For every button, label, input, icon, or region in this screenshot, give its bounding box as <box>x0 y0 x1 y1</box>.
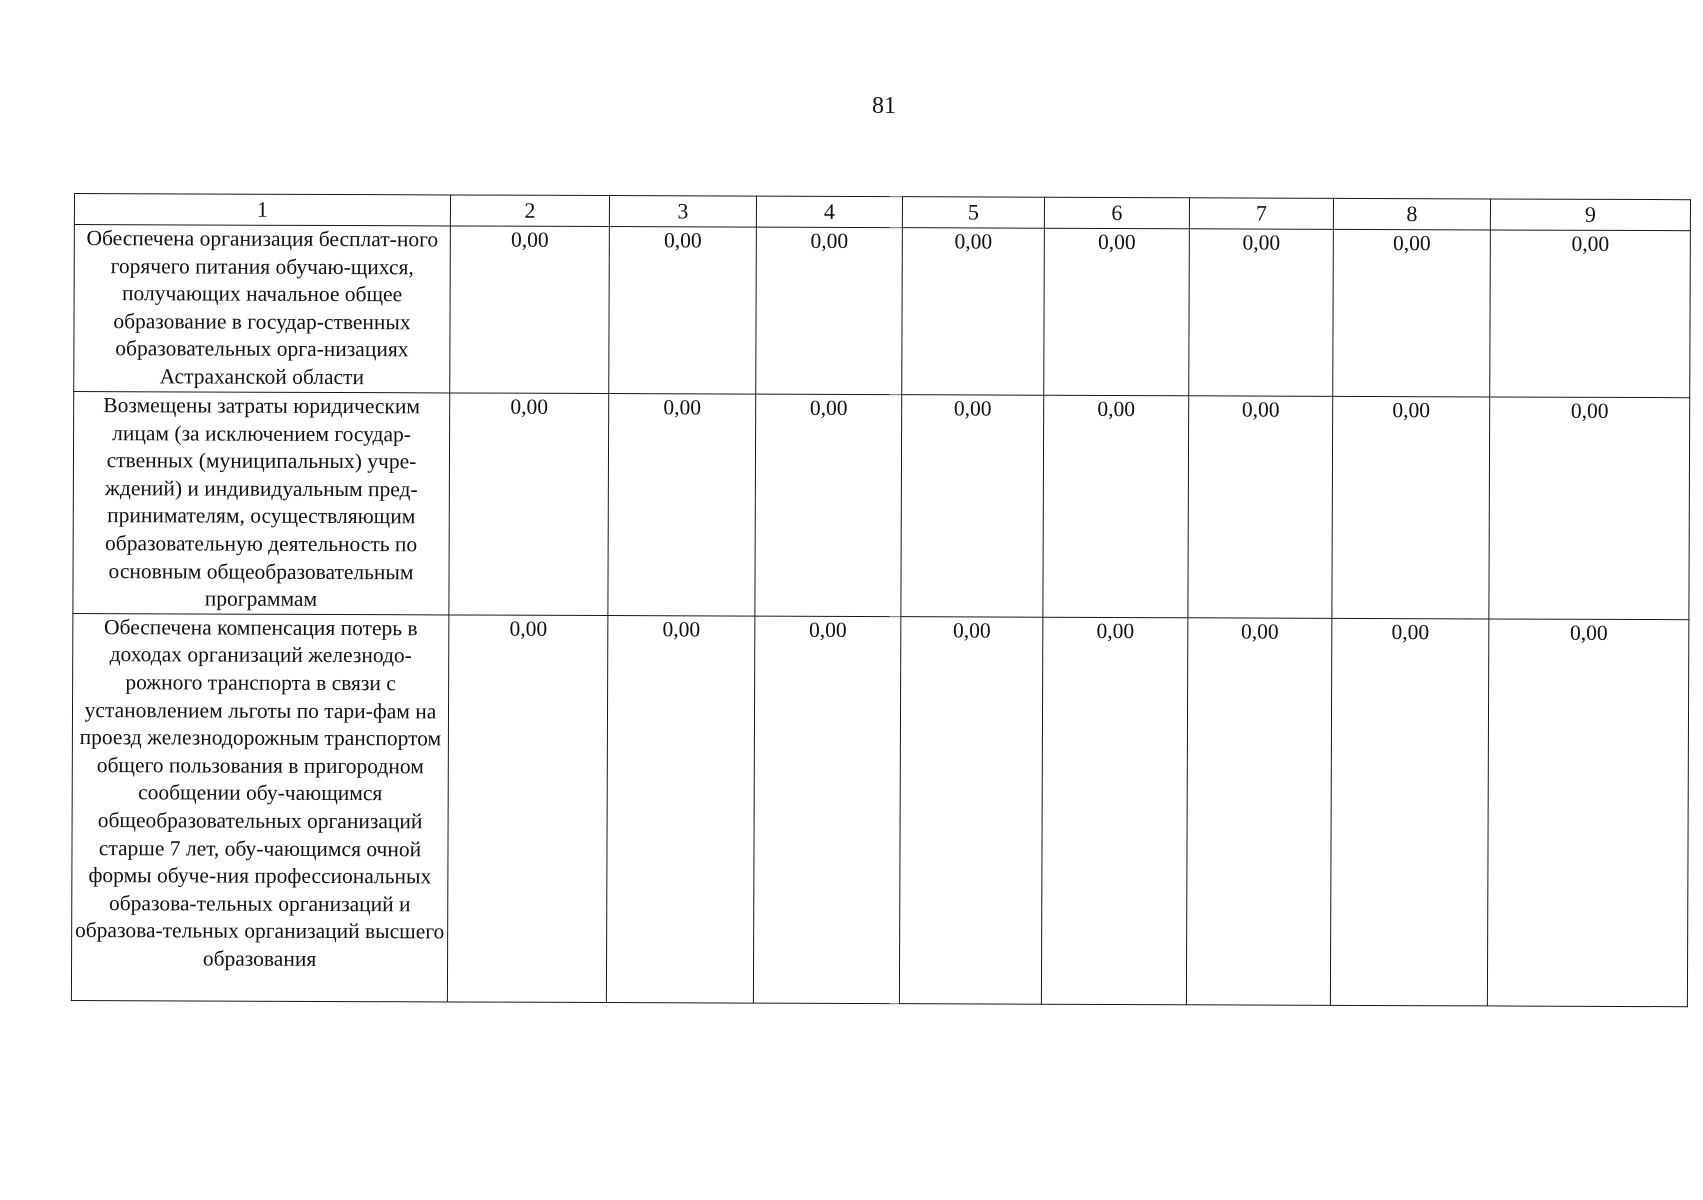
table-cell: 0,00 <box>609 227 757 395</box>
table-cell: 0,00 <box>1186 618 1331 1006</box>
table-cell: 0,00 <box>1041 617 1187 1005</box>
table-cell: 0,00 <box>1332 396 1490 618</box>
table-cell: 0,00 <box>1487 619 1688 1007</box>
table-cell: 0,00 <box>608 394 756 616</box>
row-description: Обеспечена компенсация потерь в доходах организаций железнодо-рожного транспорта в связи с установлением льготы по тари-фам на проезд железнодорожным транспортом общего пользования в пригородном сообщении обу-чающимся общеобразовательных организаций старше 7 лет, обу-чающимся очной формы обуче-ния профессиональных образова-тельных организаций и образова-тельных организаций высшего образования <box>71 613 448 1001</box>
table-cell: 0,00 <box>755 394 902 616</box>
table-cell: 0,00 <box>899 616 1042 1004</box>
column-header: 5 <box>902 197 1044 229</box>
table-cell: 0,00 <box>1189 229 1334 397</box>
table-cell: 0,00 <box>753 616 900 1004</box>
table-cell: 0,00 <box>1333 229 1491 397</box>
table-cell: 0,00 <box>1043 395 1189 617</box>
row-description: Возмещены затраты юридическим лицам (за исключением государ-ственных (муниципальных) учре-ждений) и индивидуальным пред-принимателям, осуществляющим образовательную деятельность по основным общеобразовательным программам <box>73 392 450 615</box>
table-cell: 0,00 <box>1489 397 1690 620</box>
table-container <box>71 193 1690 1007</box>
table-cell: 0,00 <box>902 228 1045 396</box>
table-cell: 0,00 <box>901 395 1044 617</box>
table-cell: 0,00 <box>1188 396 1333 618</box>
column-header: 1 <box>74 194 450 226</box>
table-cell: 0,00 <box>1330 618 1488 1006</box>
table-cell: 0,00 <box>756 227 903 395</box>
table-cell: 0,00 <box>450 226 610 394</box>
table-cell: 0,00 <box>449 393 609 615</box>
column-header: 9 <box>1490 199 1690 231</box>
table-row <box>74 225 1691 398</box>
column-header: 7 <box>1189 198 1333 230</box>
table-cell: 0,00 <box>447 615 607 1003</box>
column-header: 8 <box>1333 198 1490 230</box>
table-cell: 0,00 <box>1490 230 1691 398</box>
column-header: 6 <box>1044 197 1189 229</box>
column-header: 3 <box>609 196 756 228</box>
data-table <box>71 193 1691 1007</box>
column-header: 4 <box>756 196 902 228</box>
table-row <box>71 613 1688 1006</box>
table-row <box>73 392 1690 620</box>
table-cell: 0,00 <box>606 615 754 1003</box>
table-cell: 0,00 <box>1044 228 1190 396</box>
column-header: 2 <box>450 195 609 227</box>
row-description: Обеспечена организация бесплат-ного горячего питания обучаю-щихся, получающих начальное общее образование в государ-ственных образовательных орга-низациях Астраханской области <box>74 225 451 393</box>
page-number: 81 <box>872 93 896 119</box>
